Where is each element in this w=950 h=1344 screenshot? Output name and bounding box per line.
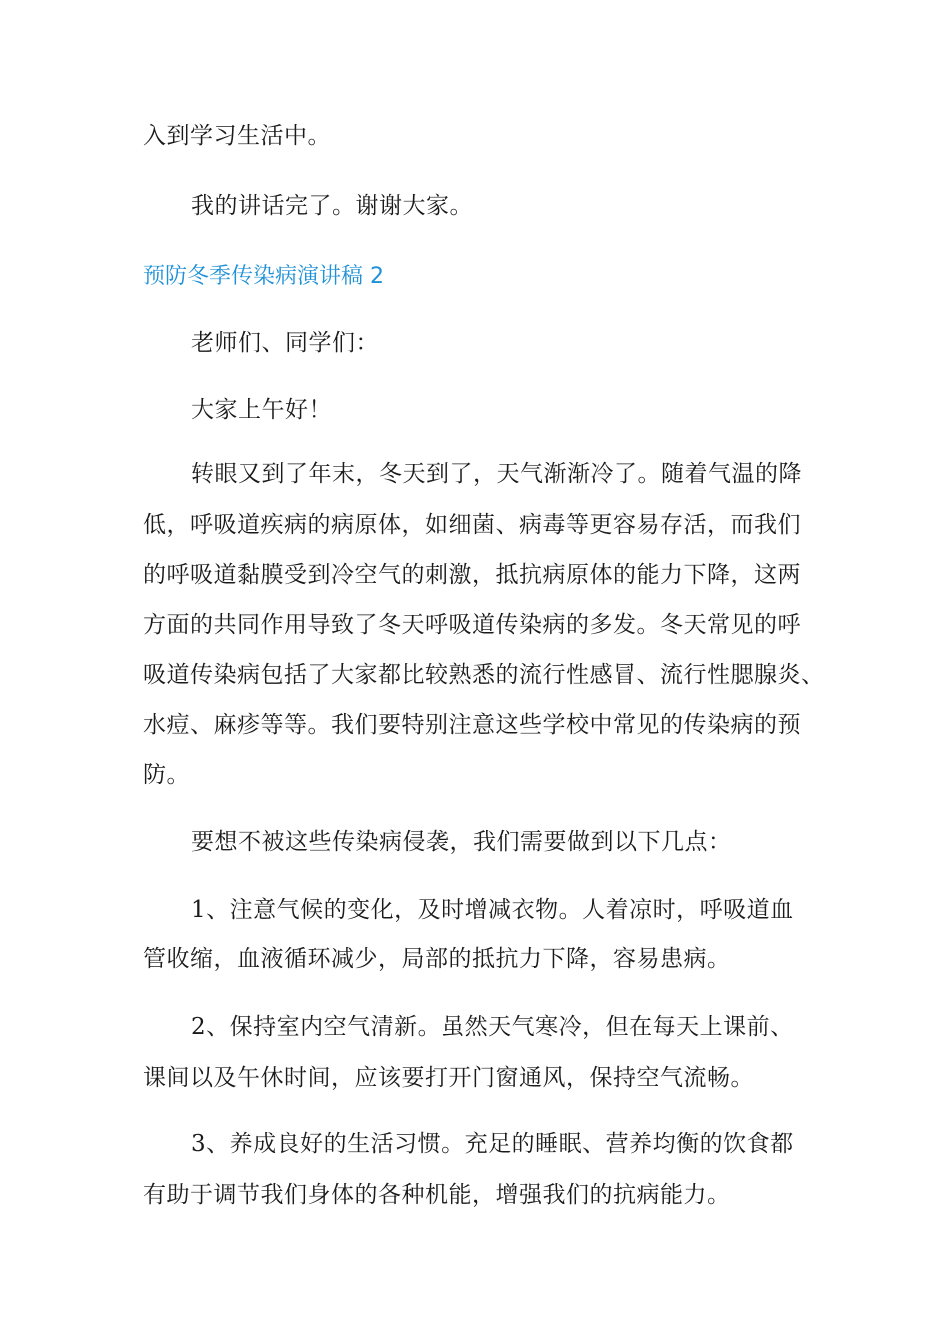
paragraph-line: 吸道传染病包括了大家都比较熟悉的流行性感冒、流行性腮腺炎、 bbox=[143, 662, 825, 688]
salutation-line: 老师们、同学们： bbox=[191, 330, 379, 356]
list-item-line: 3、养成良好的生活习惯。充足的睡眠、营养均衡的饮食都 bbox=[191, 1131, 794, 1157]
paragraph-line: 入到学习生活中。 bbox=[143, 123, 331, 149]
paragraph-line: 的呼吸道黏膜受到冷空气的刺激，抵抗病原体的能力下降，这两 bbox=[143, 562, 801, 588]
list-item-line: 课间以及午休时间，应该要打开门窗通风，保持空气流畅。 bbox=[143, 1065, 754, 1091]
paragraph-line: 方面的共同作用导致了冬天呼吸道传染病的多发。冬天常见的呼 bbox=[143, 612, 801, 638]
list-item-line: 1、注意气候的变化，及时增减衣物。人着凉时，呼吸道血 bbox=[191, 897, 794, 923]
paragraph-line: 低，呼吸道疾病的病原体，如细菌、病毒等更容易存活，而我们 bbox=[143, 512, 801, 538]
list-item-line: 2、保持室内空气清新。虽然天气寒冷，但在每天上课前、 bbox=[191, 1014, 794, 1040]
greeting-line: 大家上午好！ bbox=[191, 397, 332, 423]
paragraph-line: 水痘、麻疹等等。我们要特别注意这些学校中常见的传染病的预 bbox=[143, 712, 801, 738]
list-item-line: 管收缩，血液循环减少，局部的抵抗力下降，容易患病。 bbox=[143, 946, 731, 972]
paragraph-line: 转眼又到了年末，冬天到了，天气渐渐冷了。随着气温的降 bbox=[191, 461, 802, 487]
section-heading: 预防冬季传染病演讲稿 2 bbox=[143, 264, 384, 289]
paragraph-line: 防。 bbox=[143, 762, 190, 788]
paragraph-line: 要想不被这些传染病侵袭，我们需要做到以下几点： bbox=[191, 829, 732, 855]
closing-line: 我的讲话完了。谢谢大家。 bbox=[191, 193, 473, 219]
list-item-line: 有助于调节我们身体的各种机能，增强我们的抗病能力。 bbox=[143, 1182, 731, 1208]
